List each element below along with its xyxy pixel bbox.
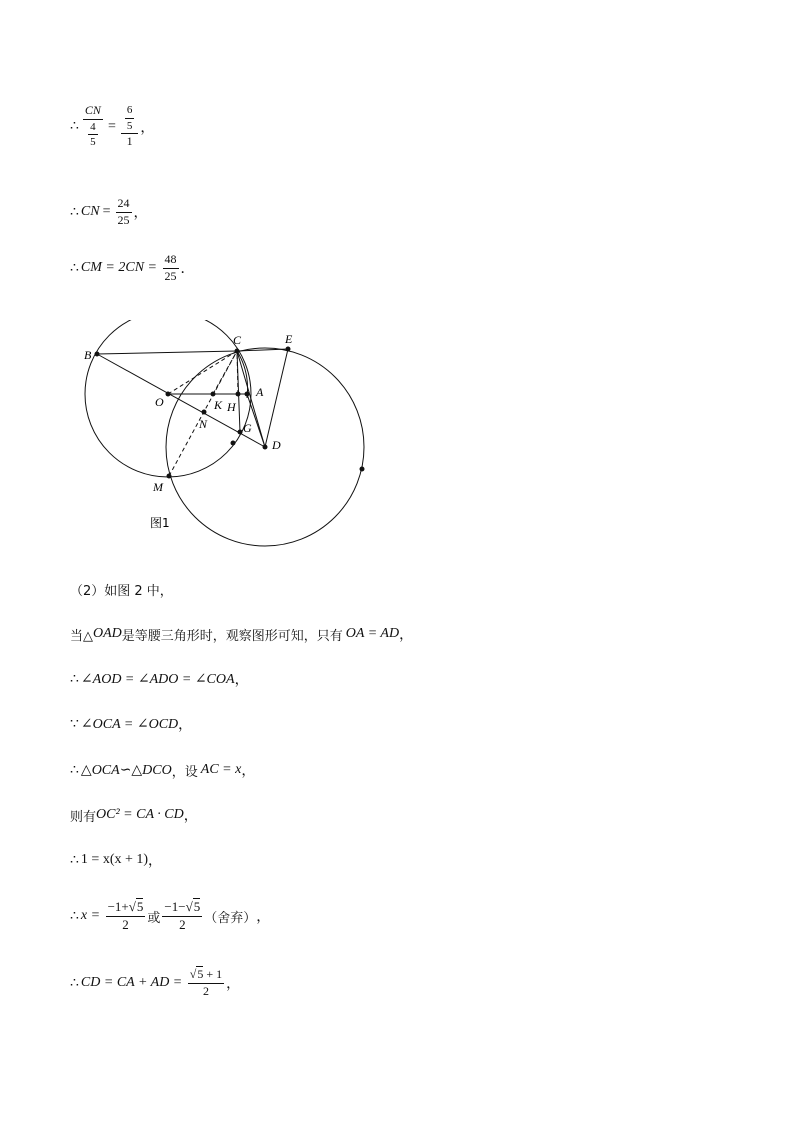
circle-O	[85, 320, 251, 477]
equation-line-7: ∴ △OCA∽△DCO ，设 AC = x ，	[70, 762, 256, 780]
equation-line-9: ∴ 1 = x(x + 1) ，	[70, 852, 163, 869]
label-G: G	[243, 421, 252, 435]
label-C: C	[233, 333, 242, 347]
fraction-root-positive: $\frac{-1+√5}{2}$	[107, 899, 144, 932]
fraction-48-25: $\frac{48}{25}$	[164, 252, 177, 283]
equation-line-3: ∴ CM = 2CN = $\frac{48}{25}$ ．	[70, 252, 195, 283]
point-N	[202, 410, 207, 415]
label-D: D	[272, 438, 281, 452]
point-right	[360, 467, 365, 472]
point-B	[95, 352, 100, 357]
point-C	[235, 349, 240, 354]
point-H	[236, 392, 241, 397]
label-H: H	[227, 400, 236, 414]
equation-line-6: ∵ ∠OCA = ∠OCD ，	[70, 716, 193, 733]
part-2-heading: （2）如图 2 中，	[70, 584, 173, 599]
equation-line-10: ∴ x = $\frac{-1+√5}{2}$ 或 $\frac{-1-√5}{2}$ （舍弃） ，	[70, 899, 271, 932]
equation-line-4: 当△ OAD 是等腰三角形时，观察图形可知，只有 OA = AD ，	[70, 626, 414, 644]
equation-line-1: ∴ $\frac{CN}{\frac{4}{5}}$ = $\frac{\frac{6}{5}}{1}$ ，	[70, 103, 155, 149]
point-A	[245, 392, 250, 397]
fraction-root-negative: $\frac{-1-√5}{2}$	[164, 899, 201, 932]
fraction-cn-over-four-fifths: $\frac{CN}{\frac{4}{5}}$	[84, 103, 101, 149]
label-E: E	[285, 332, 293, 346]
point-G	[238, 430, 243, 435]
dashed-OC	[168, 351, 237, 394]
therefore-symbol: ∴	[70, 119, 79, 135]
label-A: A	[256, 385, 264, 399]
equation-line-11: ∴ CD = CA + AD = $\frac{√5 + 1}{2}$ ，	[70, 967, 241, 998]
segment-BC	[97, 351, 237, 354]
label-O: O	[155, 395, 164, 409]
equation-line-8: 则有 OC² = CA · CD ，	[70, 807, 198, 825]
dashed-HC	[237, 351, 238, 394]
point-E	[286, 347, 291, 352]
label-B: B	[84, 348, 92, 362]
fraction-six-fifths-over-one: $\frac{\frac{6}{5}}{1}$	[121, 104, 139, 149]
label-N: N	[199, 417, 208, 431]
point-D	[263, 445, 268, 450]
fraction-24-25: $\frac{24}{25}$	[117, 196, 130, 227]
figure-caption: 图1	[150, 516, 170, 530]
segment-ED	[265, 349, 288, 447]
fraction-cd-value: $\frac{√5 + 1}{2}$	[189, 967, 223, 998]
point-K	[211, 392, 216, 397]
equation-line-2: ∴ CN = $\frac{24}{25}$ ，	[70, 196, 148, 227]
label-M: M	[153, 480, 163, 494]
point-extra	[231, 441, 236, 446]
geometry-figure-1	[70, 320, 380, 555]
equation-line-5: ∴ ∠AOD = ∠ADO = ∠COA ，	[70, 671, 249, 688]
point-O	[166, 392, 171, 397]
label-K: K	[214, 398, 223, 412]
point-M	[167, 474, 172, 479]
